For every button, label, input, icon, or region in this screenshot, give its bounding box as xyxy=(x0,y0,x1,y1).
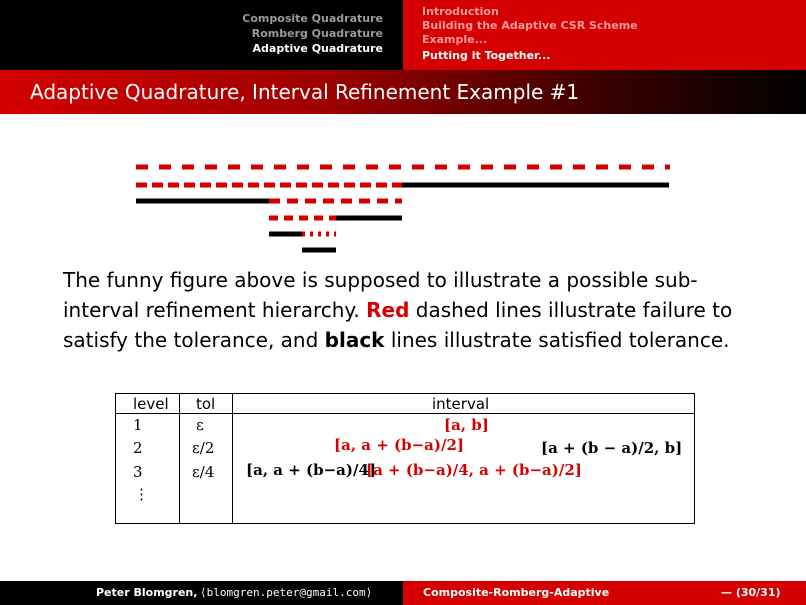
table-col-divider-2 xyxy=(232,394,233,523)
tol-3: ε/4 xyxy=(192,463,215,481)
col-header-tol: tol xyxy=(196,395,216,413)
footer xyxy=(0,581,806,605)
subsection-nav xyxy=(403,0,806,70)
footer-short-title: Composite-Romberg-Adaptive xyxy=(423,586,610,599)
level-1: 1 xyxy=(133,416,143,434)
col-header-interval: interval xyxy=(432,395,490,413)
interval-row1: [a, b] xyxy=(444,416,489,434)
tol-1: ε xyxy=(196,416,204,434)
footer-author: Peter Blomgren, xyxy=(96,586,198,599)
footer-email: ⟨blomgren.peter@gmail.com⟩ xyxy=(200,586,373,599)
col-header-level: level xyxy=(133,395,169,413)
footer-left xyxy=(0,581,403,605)
frame-title: Adaptive Quadrature, Interval Refinement Example #1 xyxy=(30,80,580,104)
subsection-building-scheme[interactable]: Building the Adaptive CSR Scheme xyxy=(422,19,638,32)
section-romberg-quadrature[interactable]: Romberg Quadrature xyxy=(251,27,383,40)
subsection-example[interactable]: Example... xyxy=(422,33,488,46)
table-col-divider-1 xyxy=(179,394,180,523)
section-adaptive-quadrature[interactable]: Adaptive Quadrature xyxy=(252,42,383,55)
subsection-putting-together[interactable]: Putting it Together... xyxy=(422,49,551,62)
paragraph-text-3: lines illustrate satisfied tolerance. xyxy=(384,328,730,352)
interval-row3-right: [a + (b−a)/4, a + (b−a)/2] xyxy=(366,461,582,479)
interval-row2-right: [a + (b − a)/2, b] xyxy=(541,439,683,457)
section-nav xyxy=(0,0,403,70)
paragraph-black-word: black xyxy=(324,328,385,352)
tol-2: ε/2 xyxy=(192,439,215,457)
paragraph-text-1: The funny figure above is supposed to illustrate a possible sub-interval refinement hierarchy. xyxy=(63,268,698,322)
refinement-figure xyxy=(0,150,806,260)
refinement-table xyxy=(115,393,695,524)
table-header-divider xyxy=(116,413,694,414)
footer-right xyxy=(403,581,806,605)
level-2: 2 xyxy=(133,439,143,457)
interval-row2-left: [a, a + (b−a)/2] xyxy=(334,436,464,454)
explanation-paragraph xyxy=(63,265,753,355)
paragraph-text-2: dashed lines illustrate failure to satisfy the tolerance, and xyxy=(63,298,733,352)
paragraph-red-word: Red xyxy=(366,298,410,322)
frame-title-bar xyxy=(0,70,806,114)
level-3: 3 xyxy=(133,463,143,481)
section-composite-quadrature[interactable]: Composite Quadrature xyxy=(242,12,383,25)
footer-page-number: — (30/31) xyxy=(721,586,781,599)
subsection-introduction[interactable]: Introduction xyxy=(422,5,499,18)
interval-row3-left: [a, a + (b−a)/4] xyxy=(246,461,376,479)
level-ellipsis: ⋮ xyxy=(134,485,149,503)
